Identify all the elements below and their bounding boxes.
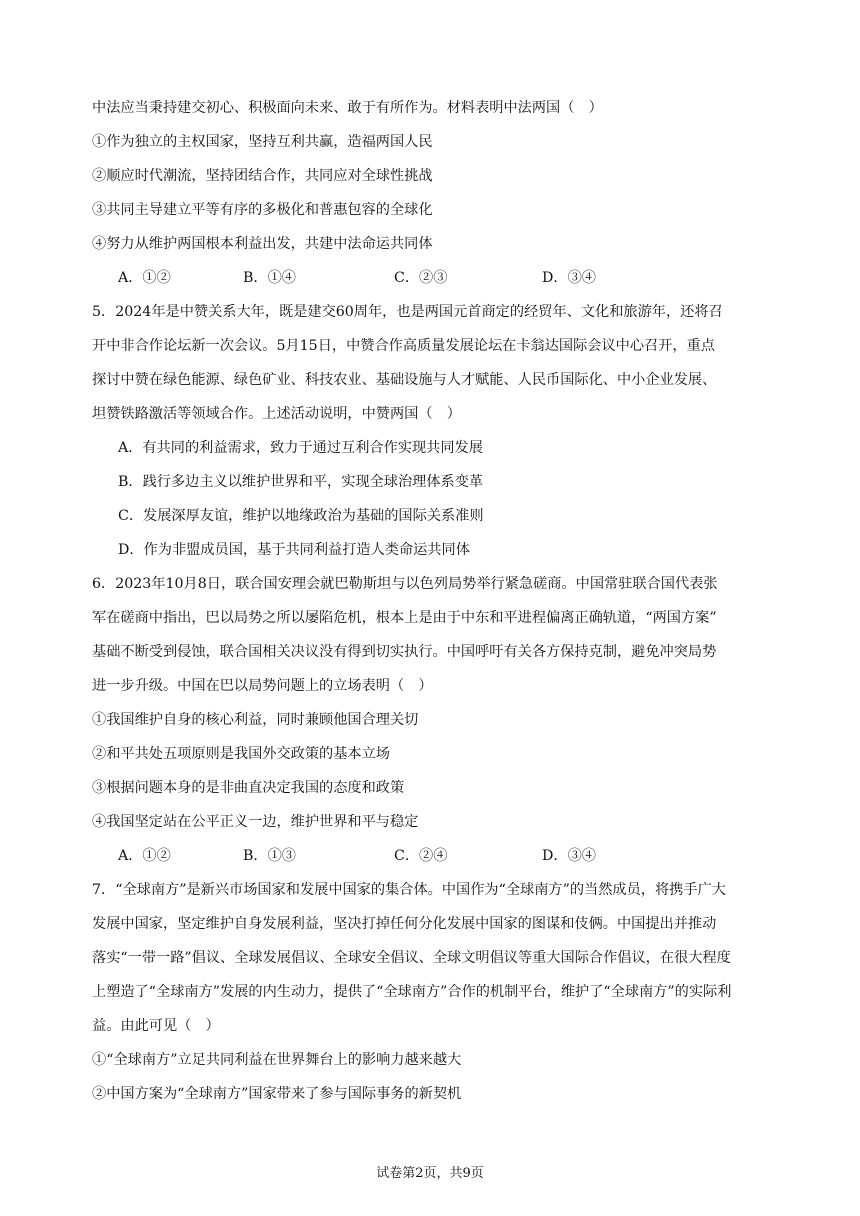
q4-choice-c: C．②③ <box>394 270 448 286</box>
q7-item-2: ②中国方案为“全球南方”国家带来了参与国际事务的新契机 <box>92 1086 462 1102</box>
q5-option-d: D．作为非盟成员国，基于共同利益打造人类命运共同体 <box>118 542 470 558</box>
q7-stem-line-2: 发展中国家，坚定维护自身发展利益，坚决打掉任何分化发展中国家的图谋和伎俩。中国提出并推动 <box>92 916 717 932</box>
q6-stem-line-3: 基础不断受到侵蚀，联合国相关决议没有得到切实执行。中国呼吁有关各方保持克制，避免冲突局势 <box>92 644 717 660</box>
q4-choice-d: D．③④ <box>542 270 596 286</box>
q6-stem-line-4: 进一步升级。中国在巴以局势问题上的立场表明（ ） <box>92 678 433 694</box>
q6-choice-d: D．③④ <box>542 848 596 864</box>
q7-item-1: ①“全球南方”立足共同利益在世界舞台上的影响力越来越大 <box>92 1052 462 1068</box>
q6-item-3: ③根据问题本身的是非曲直决定我国的态度和政策 <box>92 780 405 796</box>
q5-option-b: B．践行多边主义以维护世界和平，实现全球治理体系变革 <box>118 474 484 490</box>
q5-stem-line-3: 探讨中赞在绿色能源、绿色矿业、科技农业、基础设施与人才赋能、人民币国际化、中小企业发展、 <box>92 372 717 388</box>
q4-item-4: ④努力从维护两国根本利益出发，共建中法命运共同体 <box>92 236 433 252</box>
q5-stem-line-2: 开中非合作论坛新一次会议。5月15日，中赞合作高质量发展论坛在卡翁达国际会议中心召开，重点 <box>92 338 715 354</box>
q6-stem-line-2: 军在磋商中指出，巴以局势之所以屡陷危机，根本上是由于中东和平进程偏离正确轨道，“两国方案” <box>92 610 717 626</box>
q6-stem-line-1: 6．2023年10月8日，联合国安理会就巴勒斯坦与以色列局势举行紧急磋商。中国常驻联合国代表张 <box>92 576 718 592</box>
q6-choice-b: B．①③ <box>243 848 296 864</box>
q7-stem-line-3: 落实“一带一路”倡议、全球发展倡议、全球安全倡议、全球文明倡议等重大国际合作倡议，在很大程度 <box>92 950 731 966</box>
q5-option-c: C．发展深厚友谊，维护以地缘政治为基础的国际关系准则 <box>118 508 484 524</box>
page-footer: 试卷第2页，共9页 <box>376 1166 484 1181</box>
q4-stem-tail: 中法应当秉持建交初心、积极面向未来、敢于有所作为。材料表明中法两国（ ） <box>92 100 603 116</box>
q6-choice-a: A．①② <box>118 848 171 864</box>
q4-choice-b: B．①④ <box>243 270 296 286</box>
q4-item-2: ②顺应时代潮流，坚持团结合作，共同应对全球性挑战 <box>92 168 433 184</box>
q7-stem-line-4: 上塑造了“全球南方”发展的内生动力，提供了“全球南方”合作的机制平台，维护了“全球南方”的实际利 <box>92 984 732 1000</box>
q4-choices <box>118 268 718 288</box>
q7-stem-line-1: 7．“全球南方”是新兴市场国家和发展中国家的集合体。中国作为“全球南方”的当然成员，将携手广大 <box>92 882 726 898</box>
q4-item-1: ①作为独立的主权国家，坚持互利共赢，造福两国人民 <box>92 134 433 150</box>
q5-stem-line-1: 5．2024年是中赞关系大年，既是建交60周年，也是两国元首商定的经贸年、文化和旅游年，还将召 <box>92 304 723 320</box>
q6-choices <box>118 846 718 866</box>
q4-item-3: ③共同主导建立平等有序的多极化和普惠包容的全球化 <box>92 202 433 218</box>
q5-stem-line-4: 坦赞铁路激活等领域合作。上述活动说明，中赞两国（ ） <box>92 406 461 422</box>
q6-item-2: ②和平共处五项原则是我国外交政策的基本立场 <box>92 746 390 762</box>
q5-option-a: A．有共同的利益需求，致力于通过互利合作实现共同发展 <box>118 440 483 456</box>
q7-stem-line-5: 益。由此可见（ ） <box>92 1018 220 1034</box>
q4-choice-a: A．①② <box>118 270 171 286</box>
q6-choice-c: C．②④ <box>394 848 448 864</box>
q6-item-4: ④我国坚定站在公平正义一边，维护世界和平与稳定 <box>92 814 419 830</box>
q6-item-1: ①我国维护自身的核心利益，同时兼顾他国合理关切 <box>92 712 419 728</box>
